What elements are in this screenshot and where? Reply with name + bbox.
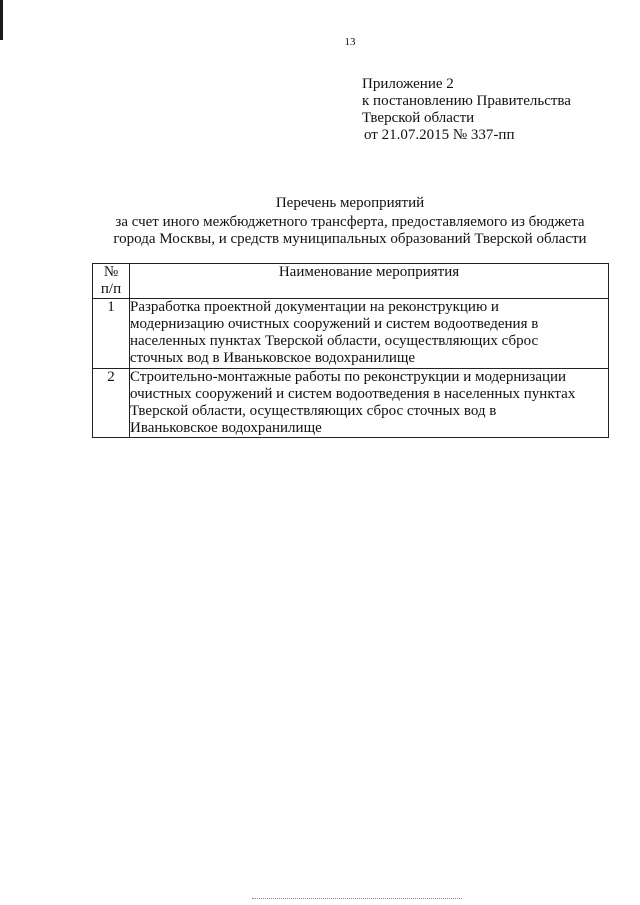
- row-text-line: Тверской области, осуществляющих сброс сточных вод в: [130, 403, 497, 419]
- row-text-line: очистных сооружений и систем водоотведения в населенных пунктах: [130, 386, 576, 402]
- row-text-line: Разработка проектной документации на реконструкцию и: [130, 299, 499, 315]
- row-text-line: Иваньковское водохранилище: [130, 420, 322, 436]
- table-row: [93, 299, 609, 369]
- row-text-line: Строительно-монтажные работы по реконструкции и модернизации: [130, 369, 567, 385]
- header-number-abbr: п/п: [100, 281, 122, 297]
- appendix-resolution: к постановлению Правительства: [362, 93, 571, 109]
- appendix-region: Тверской области: [362, 110, 475, 126]
- page-number: 13: [344, 36, 356, 48]
- row-text-line: сточных вод в Иваньковское водохранилище: [130, 350, 416, 366]
- row-number: 1: [93, 299, 130, 369]
- table-header-row: [93, 264, 609, 299]
- document-subtitle-line-1: за счет иного межбюджетного трансферта, предоставляемого из бюджета: [115, 214, 585, 230]
- measures-table: [92, 263, 609, 438]
- row-description: [130, 299, 609, 369]
- header-name: Наименование мероприятия: [130, 264, 609, 299]
- appendix-date: от 21.07.2015 № 337-пп: [364, 127, 515, 143]
- document-subtitle-line-2: города Москвы, и средств муниципальных образований Тверской области: [113, 231, 587, 247]
- appendix-title: Приложение 2: [362, 76, 454, 92]
- footer-dotted-line: [252, 898, 462, 899]
- scan-edge-mark: [0, 0, 3, 40]
- row-description: [130, 369, 609, 438]
- row-text-line: населенных пунктах Тверской области, осуществляющих сброс: [130, 333, 539, 349]
- header-number: [93, 264, 130, 299]
- appendix-block: [362, 76, 571, 144]
- document-title: Перечень мероприятий: [275, 195, 425, 211]
- row-number: 2: [93, 369, 130, 438]
- document-heading: [80, 195, 620, 248]
- header-number-sign: №: [103, 264, 119, 280]
- row-text-line: модернизацию очистных сооружений и систем водоотведения в: [130, 316, 539, 332]
- table-row: [93, 369, 609, 438]
